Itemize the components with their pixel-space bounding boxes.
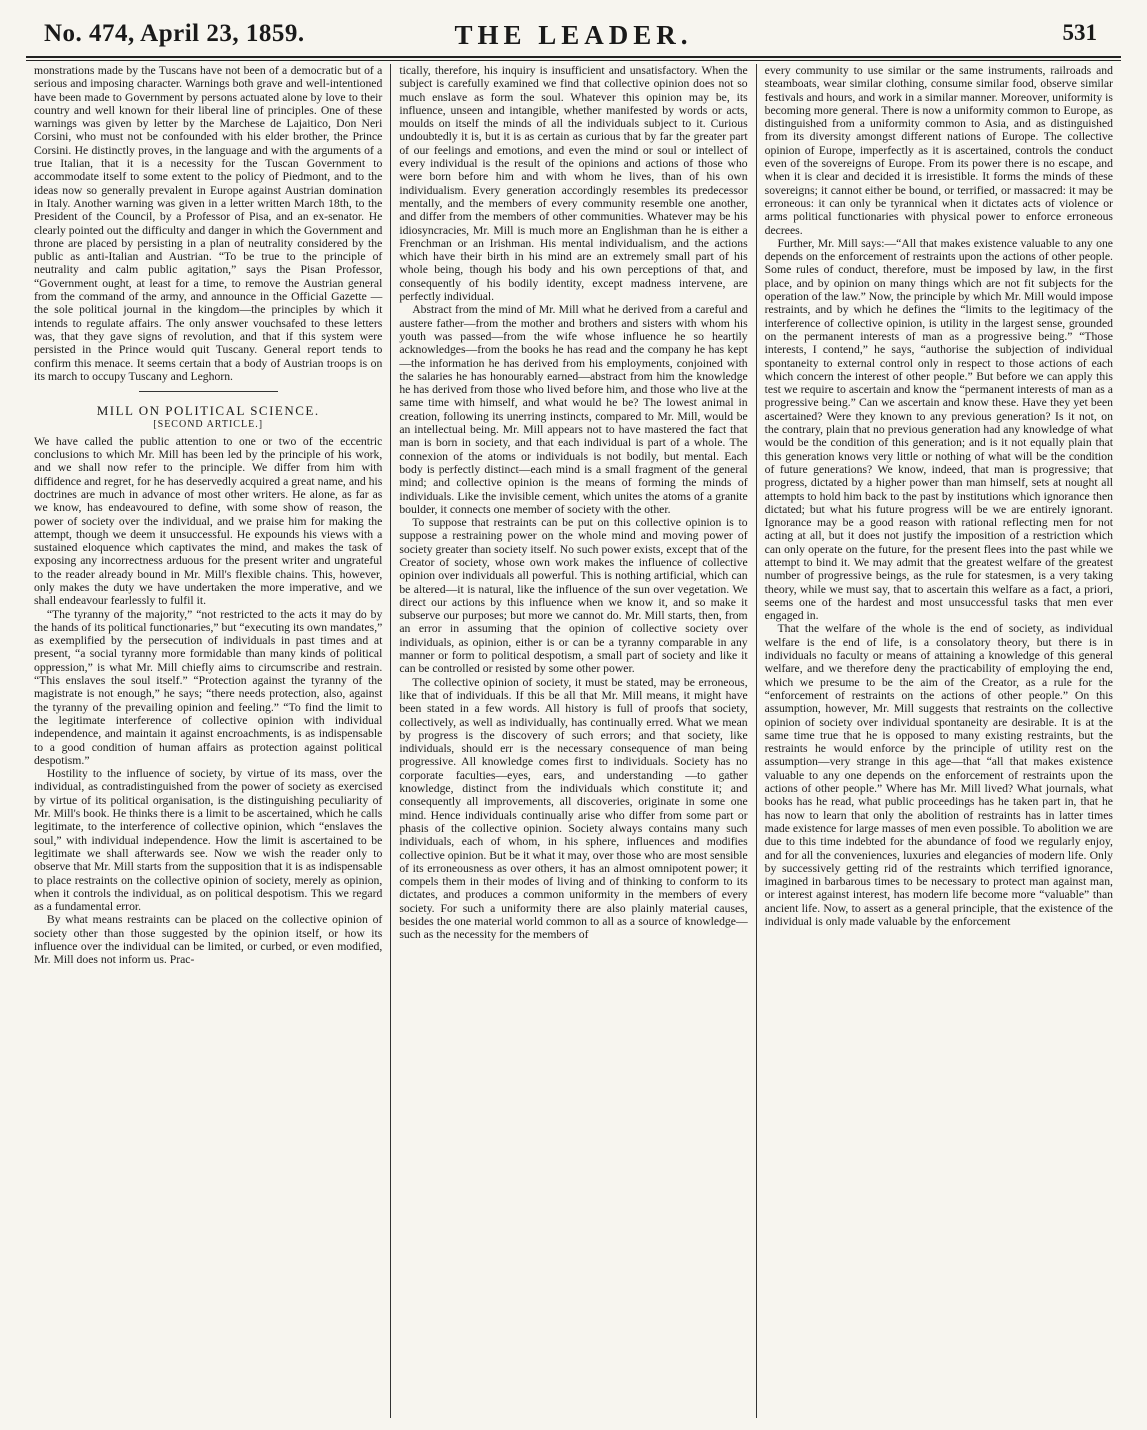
column-3 [756, 64, 1121, 1418]
column-2 [390, 64, 755, 1418]
masthead: THE LEADER. [454, 20, 693, 50]
section-subtitle: [SECOND ARTICLE.] [153, 419, 264, 431]
article-paragraph: That the welfare of the whole is the end of society, as individual welfare is the end of life, is a consolatory theory, but there is in individuals no faculty or means of attaining a knowledge of this general welfare, and we therefore deny the practicability of employing the end, which we presume to be the aim of the Creator, as a rule for the “enforcement of restraints on the actions of other people.” On this assumption, however, Mr. Mill suggests that restraints on the collective opinion of society over individual spontaneity are desirable. It is at the same time true that he is opposed to many existing restraints, but the restraints he would enforce by the principle of utility rest on the assumption—very strange in this age—that “all that makes existence valuable to any one depends on the enforcement of restraints upon the actions of other people.” Where has Mr. Mill lived? What journals, what books has he read, what public proceedings has he taken part in, that he has now to learn that only the abolition of restraints has in latter times made existence for large masses of men even possible. To abolition we are due to this time indebted for the abundance of food we regularly enjoy, and for all the conveniences, luxuries and elegancies of modern life. Only by successively getting rid of the restraints which terrified ignorance, imagined in barbarous times to be necessary to protect man against man, or interest against interest, has modern life become more “valuable” than ancient life. Now, to assert as a general principle, that the existence of the individual is only made valuable by the enforcement [764, 622, 1113, 928]
column-1 [26, 64, 390, 1418]
article-paragraph: “The tyranny of the majority,” “not restricted to the acts it may do by the hands of its political functionaries,” but “executing its own mandates,” as exemplified by the persecution of individuals in past times and at present, “a social tyranny more formidable than many kinds of political oppression,” is what Mr. Mill chiefly aims to circumscribe and restrain. “This enslaves the soul itself.” “Protection against the tyranny of the magistrate is not enough,” he says; “there needs protection, also, against the tyranny of the prevailing opinion and feeling.” “To find the limit to the legitimate interference of collective opinion with individual independence, and maintain it against encroachments, is as indispensable to a good condition of human affairs as protection against political despotism.” [34, 607, 383, 767]
page-number: 531 [1062, 20, 1097, 45]
article-paragraph: tically, therefore, his inquiry is insufficient and unsatisfactory. When the subject is carefully examined we find that collective opinion does not so much enslave as form the soul. Whatever this opinion may be, its influence, unseen and intangible, whether manifested by words or acts, moulds on itself the minds of all the individuals subject to it. Curious undoubtedly it is, but it is as certain as curious that by far the greater part of our feelings and emotions, and even the mind or soul or intellect of every individual is the result of the opinions and actions of those who were born before him and with whom he lives, than of his own individualism. Every generation accordingly resembles its predecessor mentally, and the members of every community resemble one another, and differ from the members of other communities. Whatever may be his idiosyncracies, Mr. Mill is much more an Englishman than he is either a Frenchman or an Irishman. His mental individualism, and the actions which have their birth in his mind are an extremely small part of his whole being, though his body and his own perceptions of that, and consequently of his bodily identity, except madness intervene, are perfectly individual. [399, 64, 748, 304]
article-columns [26, 64, 1121, 1418]
article-paragraph: Abstract from the mind of Mr. Mill what he derived from a careful and austere father—from the mother and brothers and sisters with whom his youth was passed—from the wife whose influence he so heartily acknowledges—from the books he has read and the company he has kept—the information he has derived from his employments, conjoined with the salaries he has honourably earned—abstract from him the knowledge he has derived from those who lived before him, and those who live at the same time with himself, and what would he be? The lowest animal in creation, following its unerring instincts, compared to Mr. Mill, would be an intellectual being. Mr. Mill appears not to have mastered the fact that man is born in society, and that each individual is part of a whole. The connexion of the atoms or individuals is not bodily, but mental. Each body is perfectly distinct—each mind is a small fragment of the general mind; and collective opinion is the means of forming the minds of individuals. Like the invisible cement, which unites the atoms of a granite boulder, it connects one member of society with the other. [399, 303, 748, 516]
section-divider [139, 391, 278, 392]
section-title: MILL ON POLITICAL SCIENCE. [96, 403, 320, 419]
article-paragraph: Further, Mr. Mill says:—“All that makes existence valuable to any one depends on the enforcement of restraints upon the actions of other people. Some rules of conduct, therefore, must be imposed by law, in the first place, and by opinion on many things which are not fit subjects for the operation of the law.” Now, the principle by which Mr. Mill would impose restraints, and by which he defines the “limits to the legitimacy of the interference of collective opinion, is utility in the largest sense, grounded on the permanent interests of man as a progressive being.” “Those interests, I contend,” he says, “authorise the subjection of individual spontaneity to external control only in respect to those actions of each which concern the interest of other people.” But before we can apply this test we require to ascertain and know the “permanent interests of man as a progressive being.” Can we ascertain and know these. Have they yet been ascertained? Were they known to any previous generation? Is it not, on the contrary, plain that no previous generation had any knowledge of what would be the condition of this generation; and is it not equally plain that this generation knows very little or nothing of what will be the condition of future generations? We know, indeed, that man is progressive; that progress, dictated by a higher power than man himself, sets at nought all attempts to hold him back to the past by institutions which ignorance then dictated; but what his future progress will be we are entirely ignorant. Ignorance may be a good reason with rational reflecting men for not acting at all, but it does not justify the imposition of a restriction which can only operate on the future, for the present flees into the past while we attempt to bind it. We may admit that the greatest welfare of the greatest number of progressive beings, as the rule for statesmen, is a very taking theory, while we must say, that to ascertain this welfare as a fact, a priori, seems one of the hardest and most unsuccessful tasks that men ever engaged in. [764, 236, 1113, 623]
article-paragraph: We have called the public attention to one or two of the eccentric conclusions to which Mr. Mill has been led by the principle of his work, and we shall now refer to the principle. We differ from him with diffidence and regret, for he has deservedly acquired a great name, and his doctrines are much in advance of most other writers. He alone, as far as we know, has endeavoured to define, with some show of reason, the power of society over the individual, and we praise him for making the attempt, though we deem it unsuccessful. He expounds his views with a sustained eloquence which captivates the mind, and makes the task of exposing any incorrectness arduous for the present writer and ungrateful to the reader already bound in Mr. Mill's flexible chains. This, however, only makes the duty we have undertaken the more imperative, and we shall endeavour fearlessly to fulfil it. [34, 434, 383, 608]
issue-date: No. 474, April 23, 1859. [44, 20, 305, 47]
article-paragraph: To suppose that restraints can be put on this collective opinion is to suppose a restraining power on the whole mind and moving power of society greater than society itself. No such power exists, except that of the Creator of society, whose own work makes the influence of collective opinion over individuals all powerful. This is nothing artificial, which can be altered—it is natural, like the influence of the sun over vegetation. We direct our actions by this influence when we know it, and so make it subserve our purposes; but more we cannot do. Mr. Mill starts, then, from an error in assuming that the opinion of collective society over individuals, as opinion, either is or can be a tyranny comparable in any manner or form to political despotism, a small part of society and like it can be controlled or resisted by some other power. [399, 516, 748, 676]
article-paragraph: Hostility to the influence of society, by virtue of its mass, over the individual, as contradistinguished from the power of society as exercised by virtue of its political organisation, is the distinguishing peculiarity of Mr. Mill's book. He thinks there is a limit to be ascertained, which he calls legitimate, to the interference of collective opinion, which “enslaves the soul,” with individual independence. How the limit is ascertained to be legitimate we shall afterwards see. Now we wish the reader only to observe that Mr. Mill starts from the supposition that it is as indispensable to place restraints on the collective opinion of society, merely as opinion, when it controls the individual, as on political despotism. This we regard as a fundamental error. [34, 767, 383, 914]
article-paragraph: every community to use similar or the same instruments, railroads and steamboats, wear similar clothing, consume similar food, observe similar festivals and hours, and work in a similar manner. Moreover, uniformity is becoming more general. There is now a uniformity common to Europe, as distinguished from a uniformity common to Asia, and as distinguished from its diversity amongst different nations of Europe. The collective opinion of Europe, imperfectly as it is ascertained, controls the conduct even of the sovereigns of Europe. From its power there is no escape, and when it is clear and decided it is irresistible. It forms the minds of these sovereigns; it cannot either be bound, or terrified, or massacred: it may be erroneous: it can only be tyrannical when it dictates acts of violence or arms political functionaries with physical power to enforce erroneous decrees. [764, 64, 1113, 237]
tuscany-paragraph: monstrations made by the Tuscans have not been of a democratic but of a serious and imposing character. Warnings both grave and well-intentioned have been made to Government by persons actuated alone by love to their country and well known for their liberal line of principles. One of these warnings was given by letter by the Marchese de Lajaitico, Don Neri Corsini, who must not be confounded with his elder brother, the Prince Corsini. He distinctly proves, in the language and with the arguments of a true Italian, that it is a necessity for the Tuscan Government to accommodate itself to some extent to the policy of Piedmont, and to the ideas now so generally prevalent in Europe against Austrian domination in Italy. Another warning was given in a letter written March 18th, to the President of the Council, by a Professor of Pisa, and an ex-senator. He clearly pointed out the difficulty and danger in which the Government and throne are placed by persisting in a plan of neutrality considered by the public as anti-Italian and Austrian. “To be true to the principle of neutrality and calm public agitation,” says the Pisan Professor, “Government ought, at least for a time, to remove the Austrian general from the command of the army, and announce in the Official Gazette —the sole political journal in the kingdom—the principles by which it intends to regulate affairs. The only answer vouchsafed to these letters was, that they gave signs of revolution, and that if this system were persisted in the Prince would quit Tuscany. General report tends to confirm this menace. It seems certain that a body of Austrian troops is on its march to occupy Tuscany and Leghorn. [34, 64, 383, 383]
page-header [18, 0, 1129, 50]
article-paragraph: By what means restraints can be placed on the collective opinion of society other than those suggested by the opinion itself, or how its influence over the individual can be limited, or curbed, or even modified, Mr. Mill does not inform us. Prac- [34, 913, 383, 967]
header-rule [26, 56, 1121, 61]
article-paragraph: The collective opinion of society, it must be stated, may be erroneous, like that of individuals. If this be all that Mr. Mill means, it might have been stated in a few words. All history is full of proofs that society, collectively, as well as individually, has continually erred. What we mean by progress is the discovery of such errors; and that society, like individuals, should err is the necessary consequence of man being progressive. All knowledge comes first to individuals. Society has no corporate faculties—eyes, ears, and understanding —to gather knowledge, distinct from the individuals which constitute it; and consequently all improvements, all discoveries, originate in some one mind. Hence individuals continually arise who differ from some part or phasis of the collective opinion. Society always contains many such individuals, each of whom, in his sphere, influences and modifies collective opinion. But be it what it may, over those who are most sensible of its erroneousness as over others, it has an almost omnipotent power; it compels them in their modes of living and of thinking to conform to its dictates, and produces a common uniformity in the members of every society. For such a uniformity there are also plainly material causes, besides the one material world common to all as a source of knowledge—such as the necessity for the members of [399, 675, 748, 942]
